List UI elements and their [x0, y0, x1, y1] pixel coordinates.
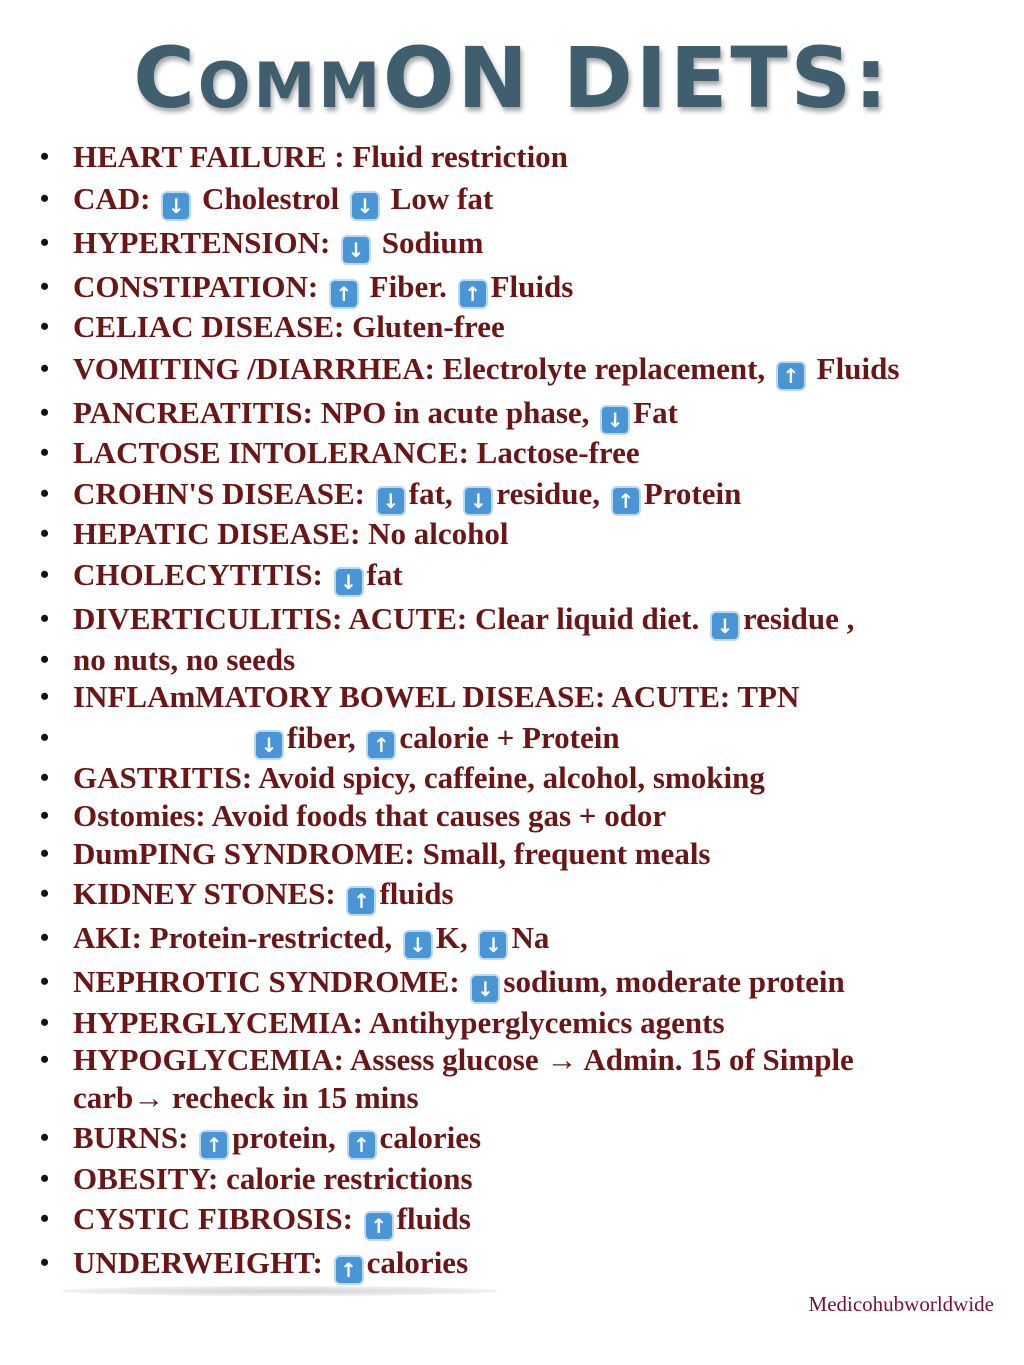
- title-rest: ON DIETS:: [383, 29, 891, 127]
- list-item-text: HEPATIC DISEASE: No alcohol: [73, 516, 509, 551]
- list-item-text: Ostomies: Avoid foods that causes gas + odor: [73, 798, 667, 833]
- down-arrow-icon: ↓: [600, 405, 630, 435]
- bullet: •: [40, 967, 50, 996]
- down-arrow-icon: ↓: [376, 486, 406, 516]
- down-arrow-icon: ↓: [710, 611, 740, 641]
- bullet: •: [40, 682, 50, 711]
- list-item-text: OBESITY: calorie restrictions: [73, 1161, 473, 1196]
- title-smallcaps: OMM: [197, 49, 384, 122]
- bullet: •: [40, 839, 50, 868]
- page-title: [0, 30, 1024, 134]
- up-arrow-icon: ↑: [199, 1130, 229, 1160]
- bullet: •: [40, 879, 50, 908]
- list-item-text: no nuts, no seeds: [73, 642, 296, 677]
- bullet: •: [40, 1204, 50, 1233]
- down-arrow-icon: ↓: [254, 730, 284, 760]
- bullet: •: [40, 398, 50, 427]
- up-arrow-icon: ↑: [334, 1255, 364, 1285]
- list-item-text: UNDERWEIGHT: ↑ calories: [73, 1244, 468, 1285]
- bullet: •: [40, 312, 50, 341]
- down-arrow-icon: ↓: [403, 930, 433, 960]
- bullet: •: [40, 142, 50, 171]
- list-item-text: AKI: Protein-restricted, ↓ K, ↓ Na: [73, 919, 549, 960]
- up-arrow-icon: ↑: [611, 486, 641, 516]
- list-item-text: NEPHROTIC SYNDROME: ↓ sodium, moderate protein: [73, 963, 845, 1004]
- up-arrow-icon: ↑: [366, 730, 396, 760]
- list-item-text: CELIAC DISEASE: Gluten-free: [73, 309, 505, 344]
- list-item-text: CROHN'S DISEASE: ↓ fat, ↓ residue, ↑ Protein: [73, 475, 741, 516]
- list-item-text: GASTRITIS: Avoid spicy, caffeine, alcohol, smoking: [73, 760, 765, 795]
- up-arrow-icon: ↑: [329, 279, 359, 309]
- bullet: •: [40, 923, 50, 952]
- bullet: •: [40, 519, 50, 548]
- up-arrow-icon: ↑: [364, 1211, 394, 1241]
- bullet: •: [40, 438, 50, 467]
- list-item-text: VOMITING /DIARRHEA: Electrolyte replacement, ↑ Fluids: [73, 350, 899, 391]
- bullet: •: [40, 763, 50, 792]
- down-arrow-icon: ↓: [463, 486, 493, 516]
- list-item-text: CONSTIPATION: ↑ Fiber. ↑ Fluids: [73, 268, 573, 309]
- down-arrow-icon: ↓: [470, 974, 500, 1004]
- list-item-text: BURNS: ↑ protein, ↑ calories: [73, 1119, 481, 1160]
- down-arrow-icon: ↓: [334, 567, 364, 597]
- bullet: •: [40, 479, 50, 508]
- list-item-text: PANCREATITIS: NPO in acute phase, ↓ Fat: [73, 394, 678, 435]
- bullet: •: [40, 1248, 50, 1277]
- list-item-text: INFLAmMATORY BOWEL DISEASE: ACUTE: TPN: [73, 679, 800, 714]
- bullet: •: [40, 1008, 50, 1037]
- down-arrow-icon: ↓: [341, 235, 371, 265]
- list-item-text: DumPING SYNDROME: Small, frequent meals: [73, 836, 711, 871]
- bullet: •: [40, 801, 50, 830]
- down-arrow-icon: ↓: [350, 191, 380, 221]
- decorative-shadow: [60, 1286, 500, 1296]
- list-item-text: CHOLECYTITIS: ↓ fat: [73, 556, 403, 597]
- list-item-text: CYSTIC FIBROSIS: ↑ fluids: [73, 1200, 471, 1241]
- bullet: •: [40, 560, 50, 589]
- bullet: •: [40, 228, 50, 257]
- bullet: •: [40, 1123, 50, 1152]
- bullet: •: [40, 1164, 50, 1193]
- bullet: •: [40, 645, 50, 674]
- list-item-text: KIDNEY STONES: ↑ fluids: [73, 875, 454, 916]
- list-item-text: ↓ fiber, ↑ calorie + Protein: [251, 719, 620, 760]
- down-arrow-icon: ↓: [161, 191, 191, 221]
- list-item-text: CAD: ↓ Cholestrol ↓ Low fat: [73, 180, 493, 221]
- bullet: •: [40, 604, 50, 633]
- bullet: •: [40, 354, 50, 383]
- list-item-text: LACTOSE INTOLERANCE: Lactose-free: [73, 435, 640, 470]
- list-item-text: HEART FAILURE : Fluid restriction: [73, 139, 568, 174]
- bullet: •: [40, 272, 50, 301]
- list-item-text: DIVERTICULITIS: ACUTE: Clear liquid diet. ↓ residue ,: [73, 600, 854, 641]
- up-arrow-icon: ↑: [458, 279, 488, 309]
- title-initial: C: [133, 29, 198, 127]
- up-arrow-icon: ↑: [776, 361, 806, 391]
- up-arrow-icon: ↑: [347, 1130, 377, 1160]
- up-arrow-icon: ↑: [346, 886, 376, 916]
- footer-watermark: Medicohubworldwide: [808, 1292, 994, 1316]
- list-item-text: HYPERGLYCEMIA: Antihyperglycemics agents: [73, 1005, 725, 1040]
- bullet: •: [40, 1045, 50, 1074]
- bullet: •: [40, 723, 50, 752]
- list-item-text: HYPERTENSION: ↓ Sodium: [73, 224, 483, 265]
- down-arrow-icon: ↓: [478, 930, 508, 960]
- list-item-text: HYPOGLYCEMIA: Assess glucose → Admin. 15 of Simple carb→ recheck in 15 mins: [73, 1042, 854, 1115]
- bullet: •: [40, 184, 50, 213]
